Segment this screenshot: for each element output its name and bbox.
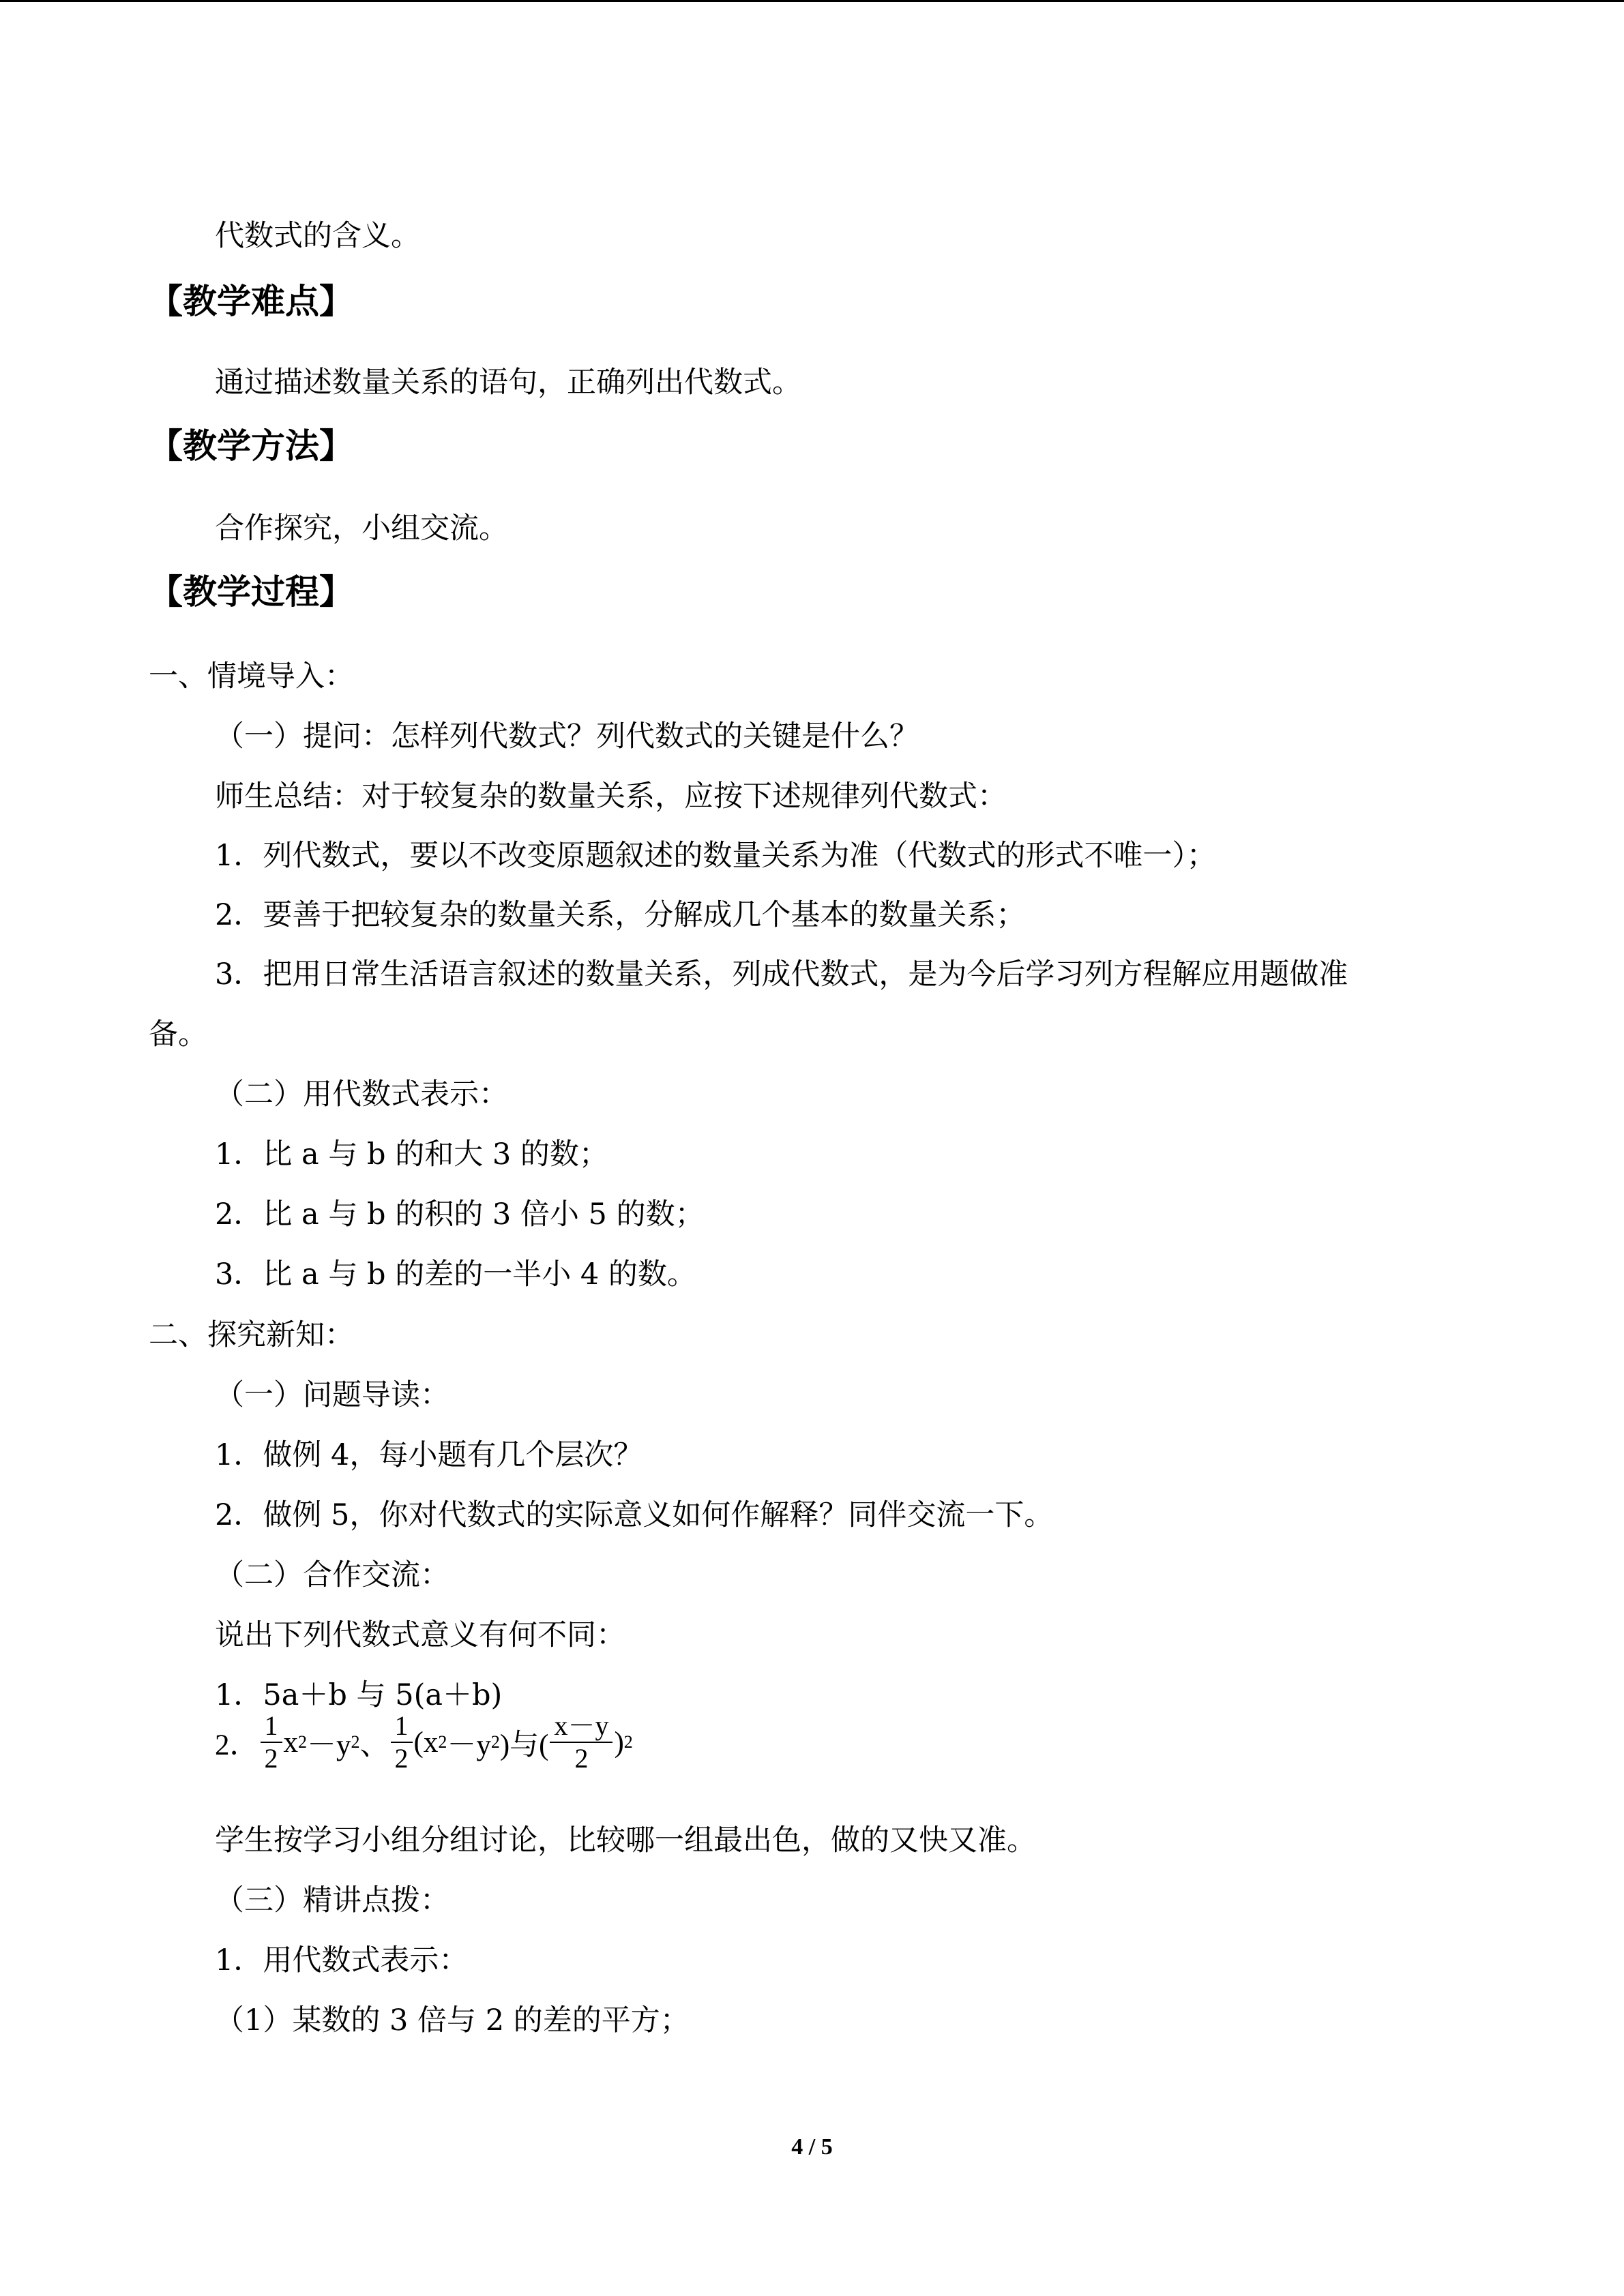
text-line: 一、情境导入： bbox=[149, 659, 354, 694]
text-line: 2．做例 5，你对代数式的实际意义如何作解释？同伴交流一下。 bbox=[215, 1498, 1054, 1532]
text-line: 3．把用日常生活语言叙述的数量关系，列成代数式，是为今后学习列方程解应用题做准 bbox=[215, 957, 1348, 992]
fraction-denominator: 2 bbox=[574, 1743, 589, 1774]
text-line: 代数式的含义。 bbox=[215, 219, 420, 253]
text-line: （二）合作交流： bbox=[215, 1558, 449, 1592]
text-line: 通过描述数量关系的语句，正确列出代数式。 bbox=[215, 366, 801, 400]
math-term: ) bbox=[614, 1726, 624, 1759]
text-line: 二、探究新知： bbox=[149, 1318, 354, 1352]
text-line: （二）用代数式表示： bbox=[215, 1077, 508, 1112]
fraction-denominator: 2 bbox=[264, 1743, 278, 1774]
page-number: 4 / 5 bbox=[791, 2134, 833, 2160]
text-line: 学生按学习小组分组讨论，比较哪一组最出色，做的又快又准。 bbox=[215, 1823, 1036, 1858]
text-line: 3．比 a 与 b 的差的一半小 4 的数。 bbox=[215, 1257, 696, 1292]
fraction-x-minus-y-over-2 bbox=[550, 1710, 612, 1774]
section-heading: 【教学方法】 bbox=[149, 426, 353, 466]
fraction-numerator: 1 bbox=[391, 1710, 413, 1743]
text-line: 合作探究，小组交流。 bbox=[215, 511, 508, 546]
text-line: 1．做例 4，每小题有几个层次？ bbox=[215, 1438, 643, 1472]
text-line: （一）问题导读： bbox=[215, 1378, 449, 1412]
text-line: 1．比 a 与 b 的和大 3 的数； bbox=[215, 1137, 608, 1172]
text-line: 2．比 a 与 b 的积的 3 倍小 5 的数； bbox=[215, 1197, 705, 1232]
math-expression-line: 2． $\frac{1}{2}$ x 2 －y 2 、 $\frac{1}{2}$ (x 2 －y 2 )与( $\frac{x-y}{2}$ ) 2 bbox=[215, 1710, 633, 1774]
section-heading: 【教学过程】 bbox=[149, 572, 353, 612]
text-line: （三）精讲点拨： bbox=[215, 1883, 449, 1918]
section-heading: 【教学难点】 bbox=[149, 282, 353, 321]
text-line: 1．列代数式，要以不改变原题叙述的数量关系为准（代数式的形式不唯一）； bbox=[215, 839, 1216, 873]
text-line: （一）提问：怎样列代数式？列代数式的关键是什么？ bbox=[215, 719, 919, 754]
text-line: 1．5a＋b 与 5(a＋b) bbox=[215, 1678, 503, 1712]
fraction-one-half bbox=[261, 1710, 282, 1774]
text-line: 备。 bbox=[149, 1017, 207, 1052]
math-term: －y bbox=[307, 1729, 351, 1761]
math-term: )与( bbox=[499, 1729, 549, 1761]
text-line: （1）某数的 3 倍与 2 的差的平方； bbox=[215, 2003, 690, 2038]
math-term: x bbox=[283, 1726, 298, 1759]
text-line: 师生总结：对于较复杂的数量关系，应按下述规律列代数式： bbox=[215, 779, 1007, 814]
text-line: 2．要善于把较复杂的数量关系，分解成几个基本的数量关系； bbox=[215, 898, 1026, 932]
fraction-numerator: x－y bbox=[550, 1710, 612, 1743]
fraction-numerator: 1 bbox=[261, 1710, 282, 1743]
separator: 、 bbox=[359, 1729, 389, 1761]
text-line: 1．用代数式表示： bbox=[215, 1943, 469, 1978]
math-term: －y bbox=[447, 1729, 491, 1761]
item-number: 2． bbox=[215, 1729, 259, 1761]
text-line: 说出下列代数式意义有何不同： bbox=[215, 1618, 625, 1652]
fraction-one-half bbox=[391, 1710, 413, 1774]
math-term: (x bbox=[413, 1726, 439, 1759]
fraction-denominator: 2 bbox=[394, 1743, 409, 1774]
top-border bbox=[0, 0, 1624, 2]
